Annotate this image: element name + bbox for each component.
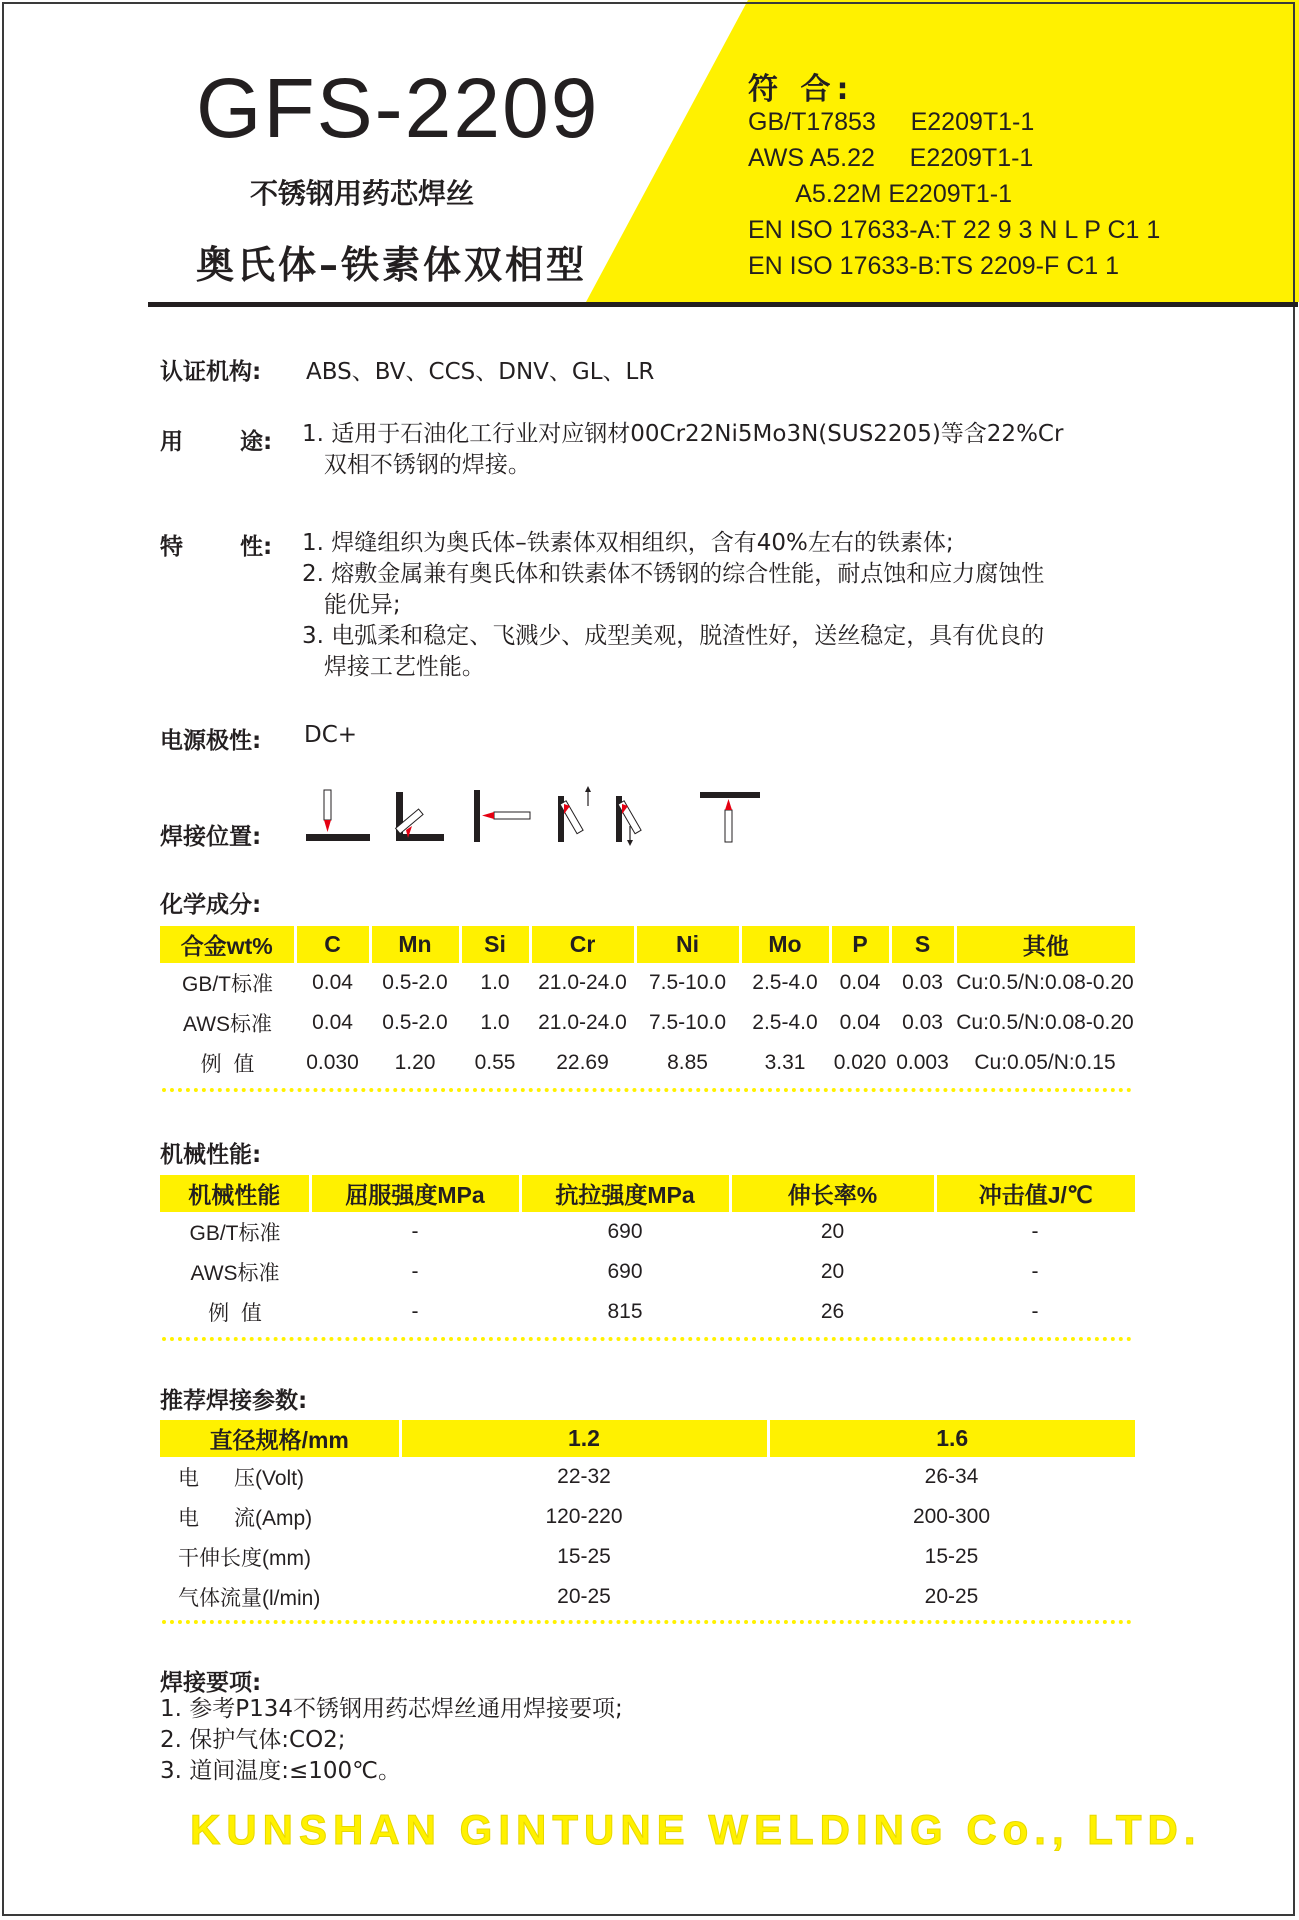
table-cell: 120-220: [545, 1505, 623, 1528]
table-cell: 690: [607, 1220, 643, 1243]
table-cell: 26-34: [924, 1465, 979, 1488]
table-cell: 7.5-10.0: [648, 971, 727, 994]
table-cell: 20: [820, 1220, 845, 1243]
chemical-table: [160, 926, 1135, 1083]
table-cell: -: [411, 1300, 419, 1323]
standard-line: EN ISO 17633-A:T 22 9 3 N L P C1 1: [748, 216, 1161, 244]
table-cell: 1.0: [480, 1011, 510, 1034]
column-header: Si: [460, 926, 530, 963]
column-header: Mo: [740, 926, 830, 963]
product-type: 奥氏体–铁素体双相型: [196, 243, 588, 287]
standard-line: GB/T17853 E2209T1-1: [748, 108, 1035, 136]
table-cell: 22-32: [557, 1465, 611, 1488]
row-label: 电 压(Volt): [178, 1467, 305, 1490]
table-row: [160, 1252, 1135, 1292]
table-cell: -: [1031, 1300, 1039, 1323]
welding-positions: [302, 786, 772, 846]
table-header-row: [160, 1420, 1135, 1457]
feature-line: 1. 焊缝组织为奥氏体–铁素体双相组织，含有40%左右的铁素体;: [302, 530, 954, 556]
row-label: 干伸长度(mm): [178, 1547, 311, 1570]
column-header: Mn: [370, 926, 460, 963]
positions-label: 焊接位置:: [160, 824, 262, 850]
table-cell: 0.55: [474, 1051, 516, 1074]
row-label: 例 值: [208, 1302, 262, 1325]
table-cell: 20: [820, 1260, 845, 1283]
table-cell: 15-25: [924, 1545, 979, 1568]
row-label: AWS标准: [182, 1013, 273, 1036]
table-cell: 200-300: [912, 1505, 991, 1528]
column-header: 抗拉强度MPa: [520, 1175, 730, 1212]
table-cell: -: [1031, 1220, 1039, 1243]
standards-list: [748, 104, 1160, 284]
table-cell: 21.0-24.0: [538, 1011, 627, 1034]
column-header: Cr: [530, 926, 635, 963]
column-header: P: [830, 926, 890, 963]
overhead-position-icon: [700, 792, 760, 842]
usage-label-a: 用: [160, 429, 183, 455]
table-cell: 22.69: [556, 1051, 609, 1074]
table-cell: 2.5-4.0: [752, 971, 818, 994]
table-cell: 15-25: [557, 1545, 611, 1568]
column-header: 1.6: [768, 1420, 1135, 1457]
table-cell: 20-25: [557, 1585, 611, 1608]
table-row: [160, 1292, 1135, 1332]
feature-line: 2. 熔敷金属兼有奥氏体和铁素体不锈钢的综合性能，耐点蚀和应力腐蚀性: [302, 561, 1045, 587]
column-header: 合金wt%: [160, 926, 295, 963]
vertical-down-position-icon: [616, 796, 641, 846]
column-header: 其他: [955, 926, 1135, 963]
column-header: 机械性能: [160, 1175, 310, 1212]
features-label-a: 特: [160, 534, 183, 560]
polarity-value: DC+: [304, 722, 358, 748]
row-label: 电 流(Amp): [178, 1507, 313, 1530]
table-cell: -: [411, 1220, 419, 1243]
table-row: [160, 1537, 1135, 1577]
polarity-label: 电源极性:: [160, 728, 262, 754]
feature-line: 3. 电弧柔和稳定、飞溅少、成型美观，脱渣性好，送丝稳定，具有优良的: [302, 623, 1045, 649]
table-row: [160, 1212, 1135, 1252]
column-header: 伸长率%: [730, 1175, 935, 1212]
row-label: 气体流量(l/min): [178, 1587, 321, 1610]
model-title: GFS-2209: [196, 61, 600, 155]
features-list: [302, 528, 1044, 683]
parameters-table: [160, 1420, 1135, 1617]
table-header-row: [160, 926, 1135, 963]
table-cell: 0.020: [833, 1051, 887, 1074]
dotted-divider: [162, 1337, 1132, 1341]
feature-line: 焊接工艺性能。: [302, 654, 485, 680]
column-header: 冲击值J/℃: [935, 1175, 1135, 1212]
row-label: AWS标准: [190, 1262, 280, 1285]
table-cell: 1.20: [394, 1051, 436, 1074]
chemical-title: 化学成分:: [160, 892, 262, 918]
horizontal-fillet-position-icon: [396, 792, 444, 841]
table-cell: Cu:0.05/N:0.15: [974, 1051, 1116, 1074]
table-cell: 3.31: [764, 1051, 806, 1074]
column-header: 屈服强度MPa: [310, 1175, 520, 1212]
note-line: 1. 参考P134不锈钢用药芯焊丝通用焊接要项;: [160, 1696, 623, 1722]
column-header: C: [295, 926, 370, 963]
table-cell: 0.5-2.0: [382, 1011, 448, 1034]
table-cell: 0.04: [839, 1011, 881, 1034]
standards-heading: 符 合:: [748, 72, 855, 107]
features-label-b: 性:: [240, 534, 273, 560]
certification-value: ABS、BV、CCS、DNV、GL、LR: [306, 359, 655, 385]
table-cell: -: [411, 1260, 419, 1283]
mechanical-title: 机械性能:: [160, 1142, 262, 1168]
column-header: Ni: [635, 926, 740, 963]
certification-label: 认证机构:: [160, 359, 262, 385]
table-cell: 20-25: [924, 1585, 979, 1608]
table-cell: 7.5-10.0: [648, 1011, 727, 1034]
notes-list: [160, 1694, 623, 1787]
standard-line: A5.22M E2209T1-1: [748, 180, 1013, 208]
usage-line: 1. 适用于石油化工行业对应钢材00Cr22Ni5Mo3N(SUS2205)等含22%Cr: [302, 421, 1064, 447]
row-label: GB/T标准: [189, 1222, 281, 1245]
table-header-row: [160, 1175, 1135, 1212]
table-row: [160, 1003, 1135, 1043]
table-cell: 0.04: [312, 1011, 353, 1034]
table-cell: Cu:0.5/N:0.08-0.20: [956, 1011, 1134, 1034]
table-cell: 0.04: [839, 971, 881, 994]
table-cell: 0.04: [312, 971, 353, 994]
header-divider: [148, 302, 1298, 307]
table-cell: 0.5-2.0: [382, 971, 448, 994]
usage-line: 双相不锈钢的焊接。: [302, 452, 531, 478]
mechanical-table: [160, 1175, 1135, 1332]
table-cell: 0.003: [896, 1051, 949, 1074]
company-name: KUNSHAN GINTUNE WELDING Co., LTD.: [190, 1806, 1202, 1853]
column-header: S: [890, 926, 955, 963]
standard-line: EN ISO 17633-B:TS 2209-F C1 1: [748, 252, 1120, 280]
table-row: [160, 1497, 1135, 1537]
row-label: GB/T标准: [181, 973, 273, 996]
flat-position-icon: [306, 790, 370, 841]
table-cell: 2.5-4.0: [752, 1011, 818, 1034]
usage-list: [302, 419, 1063, 481]
table-row: [160, 963, 1135, 1003]
note-line: 2. 保护气体:CO2;: [160, 1727, 346, 1753]
table-row: [160, 1043, 1135, 1083]
horizontal-position-icon: [474, 790, 530, 842]
table-cell: 26: [820, 1300, 845, 1323]
table-cell: -: [1031, 1260, 1039, 1283]
notes-title: 焊接要项:: [160, 1670, 262, 1696]
table-cell: 690: [607, 1260, 643, 1283]
dotted-divider: [162, 1088, 1132, 1092]
column-header: 1.2: [400, 1420, 768, 1457]
note-line: 3. 道间温度:≤100℃。: [160, 1758, 402, 1784]
table-cell: 0.03: [902, 1011, 943, 1034]
column-header: 直径规格/mm: [160, 1420, 400, 1457]
vertical-up-position-icon: [558, 786, 591, 842]
standard-line: AWS A5.22 E2209T1-1: [748, 144, 1034, 172]
usage-label-b: 途:: [240, 429, 273, 455]
table-cell: 0.03: [902, 971, 943, 994]
table-row: [160, 1577, 1135, 1617]
table-cell: 0.030: [306, 1051, 359, 1074]
row-label: 例 值: [200, 1053, 255, 1076]
parameters-title: 推荐焊接参数:: [160, 1388, 308, 1414]
table-cell: 1.0: [480, 971, 510, 994]
dotted-divider: [162, 1620, 1132, 1624]
product-subtitle: 不锈钢用药芯焊丝: [250, 177, 475, 210]
table-row: [160, 1457, 1135, 1497]
table-cell: 8.85: [667, 1051, 708, 1074]
table-cell: Cu:0.5/N:0.08-0.20: [956, 971, 1134, 994]
table-cell: 815: [607, 1300, 643, 1323]
feature-line: 能优异;: [302, 592, 401, 618]
table-cell: 21.0-24.0: [538, 971, 627, 994]
